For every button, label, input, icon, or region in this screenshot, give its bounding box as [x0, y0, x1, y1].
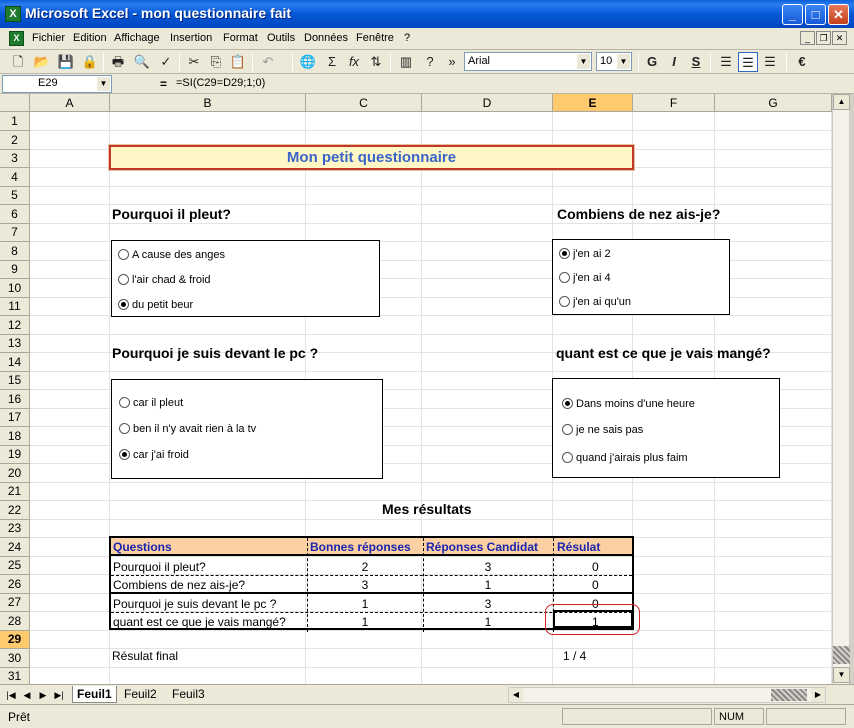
chart-wizard-icon[interactable]: ▥ [399, 54, 413, 69]
q3-option-1[interactable]: car il pleut [119, 397, 183, 409]
highlight-ring [545, 604, 640, 635]
status-num: NUM [714, 708, 764, 725]
menu-insertion[interactable]: Insertion [170, 32, 213, 44]
workbook-icon[interactable]: X [9, 31, 24, 46]
spelling-icon[interactable]: ✓ [160, 54, 172, 69]
row-header-30[interactable]: 30 [0, 649, 30, 668]
column-header-d[interactable]: D [422, 94, 553, 112]
row-header-10[interactable]: 10 [0, 279, 30, 298]
question-1-heading: Pourquoi il pleut? [112, 206, 231, 222]
spreadsheet-grid[interactable] [0, 94, 832, 684]
header-bonnes-reponses: Bonnes réponses [310, 540, 411, 554]
final-result-value: 1 / 4 [563, 649, 587, 663]
name-box[interactable] [2, 75, 112, 93]
formula-input[interactable]: =SI(C29=D29;1;0) [176, 77, 266, 89]
status-ready: Prêt [8, 710, 31, 724]
insert-function-icon[interactable]: fx [348, 54, 360, 69]
maximize-button[interactable]: □ [805, 4, 826, 25]
row-header-1[interactable]: 1 [0, 112, 30, 131]
open-icon[interactable]: 📂 [33, 54, 51, 69]
q1-option-1[interactable]: A cause des anges [118, 249, 225, 261]
last-sheet-icon[interactable]: ▶| [54, 690, 64, 700]
header-resultat: Résulat [557, 540, 601, 554]
gridline [30, 223, 832, 224]
scroll-thumb[interactable] [771, 689, 807, 701]
toolbar-options-icon[interactable]: » [448, 54, 456, 69]
scroll-down-icon[interactable]: ▼ [833, 667, 850, 683]
excel-icon: X [5, 6, 21, 22]
question-2-options [552, 239, 730, 315]
tab-feuil3[interactable]: Feuil3 [172, 687, 205, 701]
column-header-e[interactable]: E [553, 94, 633, 112]
cut-icon[interactable]: ✂ [188, 54, 200, 69]
row-header-28[interactable]: 28 [0, 612, 30, 631]
q4-option-3[interactable]: quand j'airais plus faim [562, 452, 688, 464]
row-header-14[interactable]: 14 [0, 353, 30, 372]
gridline [30, 204, 832, 205]
window-title: Microsoft Excel - mon questionnaire fait [25, 5, 292, 21]
name-box-value: E29 [38, 77, 58, 89]
row-header-31[interactable]: 31 [0, 667, 30, 684]
row-header-23[interactable]: 23 [0, 519, 30, 538]
select-all-corner[interactable] [0, 94, 30, 112]
scroll-right-icon[interactable]: ▶ [811, 688, 825, 702]
row-header-29[interactable]: 29 [0, 630, 30, 649]
doc-close-button[interactable]: ✕ [832, 31, 847, 45]
radio-selected-icon[interactable] [562, 398, 573, 409]
q1-option-2[interactable]: l'air chad & froid [118, 274, 211, 286]
row-header-21[interactable]: 21 [0, 482, 30, 501]
menu-edition[interactable]: Edition [73, 32, 107, 44]
q4-option-1[interactable]: Dans moins d'une heure [562, 398, 695, 410]
row-header-24[interactable]: 24 [0, 538, 30, 557]
hyperlink-icon[interactable]: 🌐 [299, 54, 317, 69]
row-header-5[interactable]: 5 [0, 186, 30, 205]
row-header-7[interactable]: 7 [0, 223, 30, 242]
radio-icon[interactable] [119, 423, 130, 434]
doc-restore-button[interactable]: ❐ [816, 31, 831, 45]
table-row[interactable]: Combiens de nez ais-je? 3 1 0 [111, 576, 632, 594]
question-3-options [111, 379, 383, 479]
question-1-options [111, 240, 380, 317]
column-header-b[interactable]: B [110, 94, 306, 112]
copy-icon[interactable]: ⎘ [210, 54, 222, 69]
scroll-up-icon[interactable]: ▲ [833, 94, 850, 110]
sheet-tabs-bar [0, 684, 854, 704]
chevron-down-icon[interactable]: ▼ [97, 77, 110, 91]
table-row[interactable]: Pourquoi il pleut? 2 3 0 [111, 558, 632, 576]
menu-format[interactable]: Format [223, 32, 258, 44]
horizontal-scrollbar[interactable] [508, 687, 826, 703]
radio-selected-icon[interactable] [119, 449, 130, 460]
row-header-6[interactable]: 6 [0, 205, 30, 224]
gridline [30, 334, 832, 335]
row-header-9[interactable]: 9 [0, 260, 30, 279]
menu-bar [0, 28, 854, 50]
row-header-11[interactable]: 11 [0, 297, 30, 316]
row-header-13[interactable]: 13 [0, 334, 30, 353]
gridline [30, 371, 832, 372]
q2-option-2[interactable]: j'en ai 4 [559, 272, 611, 284]
row-header-12[interactable]: 12 [0, 316, 30, 335]
status-bar [0, 704, 854, 728]
vertical-scrollbar[interactable] [832, 94, 849, 684]
column-separator [307, 538, 308, 632]
align-center-icon[interactable]: ☰ [738, 52, 758, 72]
question-4-options [552, 378, 780, 478]
font-name-combo[interactable] [464, 52, 592, 71]
radio-icon[interactable] [562, 424, 573, 435]
row-header-17[interactable]: 17 [0, 408, 30, 427]
tab-feuil2[interactable]: Feuil2 [124, 687, 157, 701]
row-header-15[interactable]: 15 [0, 371, 30, 390]
results-title: Mes résultats [382, 501, 472, 517]
question-3-heading: Pourquoi je suis devant le pc ? [112, 345, 319, 361]
permission-icon[interactable]: 🔒 [81, 54, 99, 69]
row-header-3[interactable]: 3 [0, 149, 30, 168]
gridline [30, 519, 832, 520]
align-left-icon[interactable]: ☰ [720, 54, 732, 69]
chevron-down-icon[interactable]: ▼ [577, 54, 590, 69]
row-header-25[interactable]: 25 [0, 556, 30, 575]
header-questions: Questions [113, 540, 172, 554]
header-reponses-candidat: Réponses Candidat [426, 540, 539, 554]
status-panel [562, 708, 712, 725]
gridline [30, 130, 832, 131]
scroll-thumb[interactable] [833, 646, 850, 664]
q2-option-3[interactable]: j'en ai qu'un [559, 296, 631, 308]
first-sheet-icon[interactable]: |◀ [6, 690, 16, 700]
menu-donnees[interactable]: Données [304, 32, 349, 44]
gridline [30, 667, 832, 668]
save-icon[interactable]: 💾 [57, 54, 75, 69]
euro-icon[interactable]: € [798, 54, 806, 69]
row-header-22[interactable]: 22 [0, 501, 30, 520]
radio-selected-icon[interactable] [559, 248, 570, 259]
align-right-icon[interactable]: ☰ [764, 54, 776, 69]
new-icon[interactable]: 🗋 [12, 54, 24, 69]
menu-fichier[interactable]: Fichier [32, 32, 66, 44]
menu-outils[interactable]: Outils [267, 32, 296, 44]
table-row[interactable]: Pourquoi je suis devant le pc ? 1 3 0 [111, 595, 632, 613]
row-header-18[interactable]: 18 [0, 427, 30, 446]
menu-fenetre[interactable]: Fenêtre [356, 32, 394, 44]
prev-sheet-icon[interactable]: ◀ [23, 690, 31, 700]
underline-icon[interactable]: S [691, 54, 701, 69]
paste-icon[interactable]: 📋 [229, 54, 247, 69]
menu-help[interactable]: ? [404, 32, 411, 44]
radio-icon[interactable] [562, 452, 573, 463]
title-bar [0, 0, 854, 28]
menu-affichage[interactable]: Affichage [114, 32, 160, 44]
standard-toolbar [0, 50, 854, 74]
radio-icon[interactable] [119, 397, 130, 408]
status-panel [766, 708, 846, 725]
bold-icon[interactable]: G [646, 54, 658, 69]
row-header-16[interactable]: 16 [0, 390, 30, 409]
undo-icon[interactable]: ↶ [262, 54, 274, 69]
next-sheet-icon[interactable]: ▶ [39, 690, 47, 700]
minimize-button[interactable]: _ [782, 4, 803, 25]
sort-ascending-icon[interactable]: ⇅ [370, 54, 382, 69]
q1-option-3[interactable]: du petit beur [118, 299, 193, 311]
gridline [30, 186, 832, 187]
row-header-27[interactable]: 27 [0, 593, 30, 612]
question-2-heading: Combiens de nez ais-je? [557, 206, 721, 222]
tab-feuil1[interactable]: Feuil1 [72, 686, 117, 703]
radio-icon[interactable] [559, 272, 570, 283]
column-header-g[interactable]: G [715, 94, 832, 112]
scroll-left-icon[interactable]: ◀ [509, 688, 523, 702]
row-header-26[interactable]: 26 [0, 575, 30, 594]
row-header-20[interactable]: 20 [0, 464, 30, 483]
q3-option-3[interactable]: car j'ai froid [119, 449, 189, 461]
final-result-label: Résulat final [112, 649, 179, 663]
row-header-4[interactable]: 4 [0, 168, 30, 187]
column-separator [423, 538, 424, 632]
autosum-icon[interactable]: Σ [327, 54, 337, 69]
column-header-c[interactable]: C [306, 94, 422, 112]
row-header-8[interactable]: 8 [0, 242, 30, 261]
print-icon[interactable]: 🖶 [111, 54, 125, 69]
q2-option-1[interactable]: j'en ai 2 [559, 248, 611, 260]
q4-option-2[interactable]: je ne sais pas [562, 424, 643, 436]
chevron-down-icon[interactable]: ▼ [617, 54, 630, 69]
gridline [30, 482, 832, 483]
font-size-combo[interactable] [596, 52, 632, 71]
column-header-a[interactable]: A [30, 94, 110, 112]
row-header-19[interactable]: 19 [0, 445, 30, 464]
questionnaire-title: Mon petit questionnaire [109, 145, 634, 170]
radio-selected-icon[interactable] [118, 299, 129, 310]
radio-icon[interactable] [118, 249, 129, 260]
formula-bar [0, 74, 854, 94]
radio-icon[interactable] [118, 274, 129, 285]
q3-option-2[interactable]: ben il n'y avait rien à la tv [119, 423, 256, 435]
italic-icon[interactable]: I [672, 54, 676, 69]
radio-icon[interactable] [559, 296, 570, 307]
print-preview-icon[interactable]: 🔍 [133, 54, 151, 69]
formula-equals: = [160, 77, 168, 91]
help-icon[interactable]: ? [426, 54, 434, 69]
font-name-value: Arial [468, 55, 491, 67]
doc-minimize-button[interactable]: _ [800, 31, 815, 45]
question-4-heading: quant est ce que je vais mangé? [556, 345, 771, 361]
table-row[interactable]: quant est ce que je vais mangé? 1 1 1 [113, 615, 599, 629]
row-header-2[interactable]: 2 [0, 131, 30, 150]
column-header-f[interactable]: F [633, 94, 715, 112]
close-button[interactable]: ✕ [828, 4, 849, 25]
font-size-value: 10 [600, 55, 613, 67]
